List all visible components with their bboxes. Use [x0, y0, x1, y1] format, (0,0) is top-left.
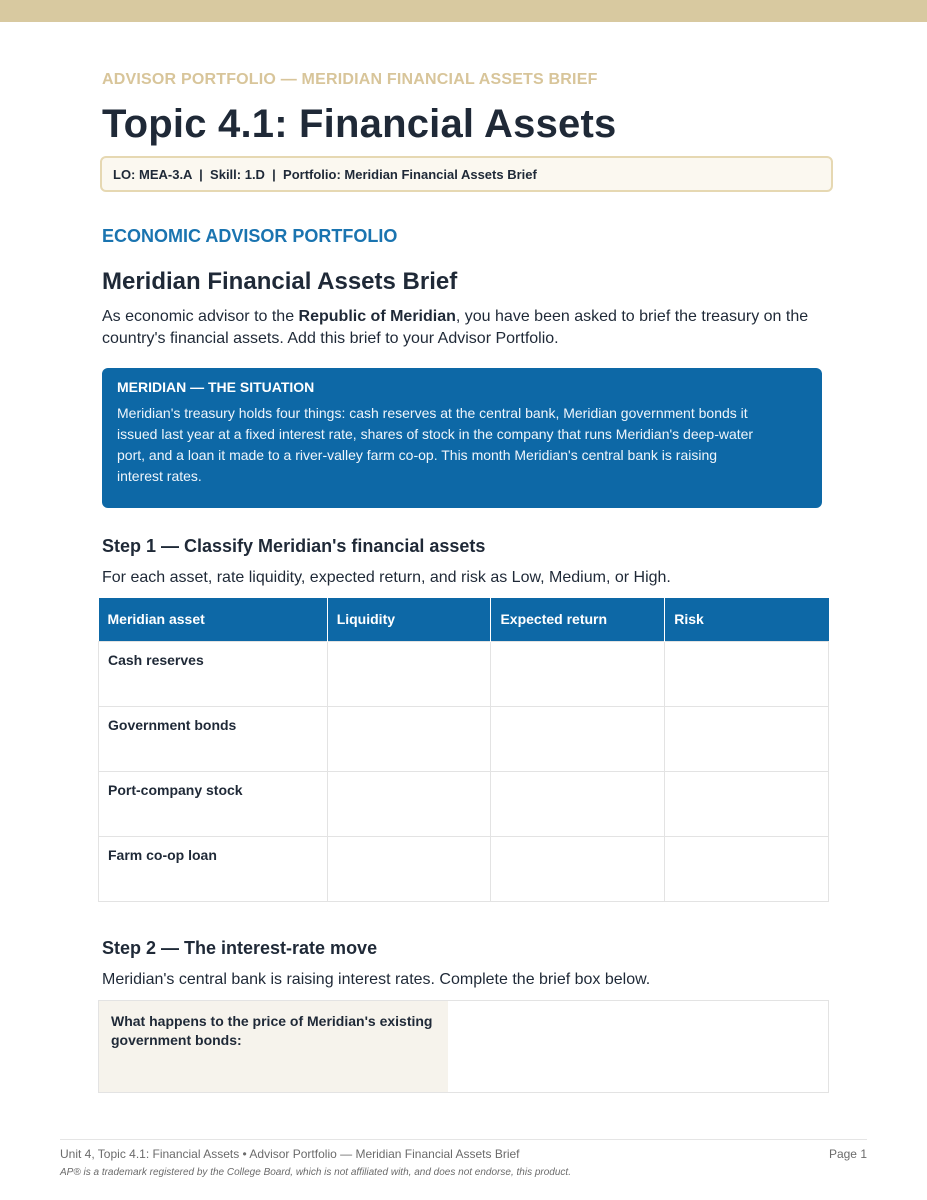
expected-return-answer-cell[interactable]: [491, 706, 665, 771]
situation-heading: MERIDIAN — THE SITUATION: [117, 379, 315, 395]
liquidity-answer-cell[interactable]: [327, 641, 491, 706]
step2-instructions: Meridian's central bank is raising interest rates. Complete the brief box below.: [102, 971, 651, 988]
trademark-notice: AP® is a trademark registered by the College Board, which is not affiliated with, and does not endorse, this product.: [60, 1167, 571, 1178]
table-row: [99, 836, 829, 901]
step1-instructions: For each asset, rate liquidity, expected return, and risk as Low, Medium, or High.: [102, 569, 671, 586]
table-row: [99, 771, 829, 836]
asset-name-cell: Cash reserves: [99, 641, 328, 706]
column-header-risk: Risk: [665, 598, 829, 641]
learning-objective-box: [100, 156, 833, 192]
step2-title: Step 2 — The interest-rate move: [102, 938, 378, 958]
footer-course-info: Unit 4, Topic 4.1: Financial Assets • Advisor Portfolio — Meridian Financial Assets Brief: [60, 1147, 520, 1161]
intro-text-start: As economic advisor to the: [102, 308, 299, 325]
risk-answer-cell[interactable]: [665, 836, 829, 901]
top-accent-band: [0, 0, 927, 22]
asset-name-cell: Port-company stock: [99, 771, 328, 836]
risk-answer-cell[interactable]: [665, 771, 829, 836]
footer-divider: [60, 1139, 867, 1140]
situation-callout: [102, 368, 822, 508]
brief-heading: Meridian Financial Assets Brief: [102, 268, 458, 295]
intro-text-end: , you have been asked to brief the treasury on the country's financial assets. Add this brief to your Advisor Portfolio.: [102, 308, 809, 347]
expected-return-answer-cell[interactable]: [491, 641, 665, 706]
brief-box: [98, 1000, 829, 1093]
column-header-liquidity: Liquidity: [327, 598, 491, 641]
table-row: [99, 641, 829, 706]
expected-return-answer-cell[interactable]: [491, 836, 665, 901]
liquidity-answer-cell[interactable]: [327, 706, 491, 771]
step1-title: Step 1 — Classify Meridian's financial assets: [102, 536, 486, 556]
expected-return-answer-cell[interactable]: [491, 771, 665, 836]
brief-answer-area[interactable]: [448, 1001, 828, 1092]
table-row: [99, 706, 829, 771]
risk-answer-cell[interactable]: [665, 641, 829, 706]
asset-name-cell: Government bonds: [99, 706, 328, 771]
asset-name-cell: Farm co-op loan: [99, 836, 328, 901]
asset-classification-table: [98, 598, 829, 902]
page-title: Topic 4.1: Financial Assets: [102, 102, 617, 146]
situation-body: Meridian's treasury holds four things: cash reserves at the central bank, Meridian government bonds it issued last year at a fixed interest rate, shares of stock in the company that runs Meridian's deep-water port, and a loan it made to a river-valley farm co-op. This month Meridian's central bank is raising interest rates.: [117, 405, 754, 484]
intro-paragraph: [102, 306, 830, 350]
learning-objective-text: LO: MEA-3.A | Skill: 1.D | Portfolio: Meridian Financial Assets Brief: [113, 166, 537, 182]
header-kicker: ADVISOR PORTFOLIO — MERIDIAN FINANCIAL ASSETS BRIEF: [102, 71, 598, 88]
column-header-expected-return: Expected return: [491, 598, 665, 641]
intro-country-name: Republic of Meridian: [298, 308, 456, 325]
section-label: ECONOMIC ADVISOR PORTFOLIO: [102, 226, 398, 246]
liquidity-answer-cell[interactable]: [327, 836, 491, 901]
footer-page-number: Page 1: [828, 1147, 867, 1161]
table-header-row: [99, 598, 829, 641]
liquidity-answer-cell[interactable]: [327, 771, 491, 836]
risk-answer-cell[interactable]: [665, 706, 829, 771]
brief-prompt: What happens to the price of Meridian's existing government bonds:: [99, 1001, 448, 1092]
column-header-asset: Meridian asset: [99, 598, 328, 641]
